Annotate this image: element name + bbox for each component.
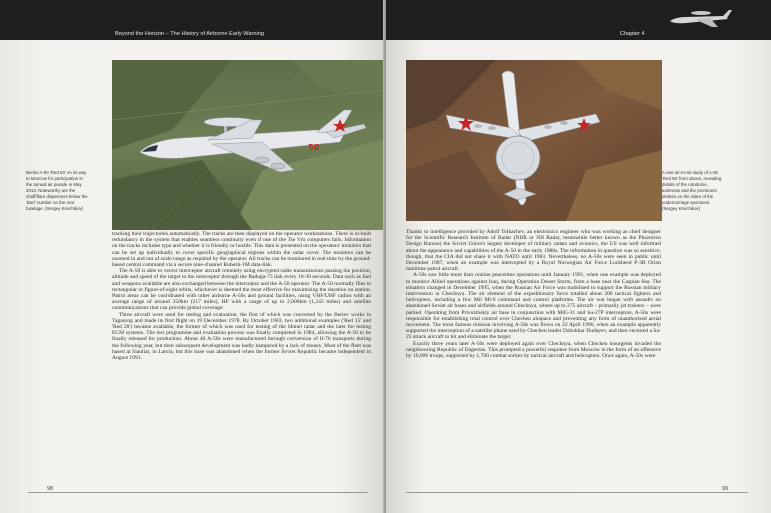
paragraph: A-50s saw little more than routine peacetime operations until January 1991, when one example was deployed to monitor Allied operations against Iraq, during Operation Desert Storm, from a base near the Caspian Sea. The situation changed in December 1995, when the Russian Air Force was mobilised to support the Russian military intervention in Chechnya. The air element of the expeditionary force totalled about 200 tactical fighters and helicopters, including a few Mil Mi-9 command and control platforms. The air war began with assaults on abandoned Soviet air bases and airfields around Chechnya, where up to 275 aircraft – primarily jet trainers – were parked. Operating from Privolzhskiy air base in conjunction with MiG-31 and Su-27P interceptors, A-50s were responsible for establishing total control over Chechen airspace and preventing any form of unauthorised aerial movement. The most famous mission involving A-50s was flown on 22 April 1996, when an example apparently supported the interception of a satellite phone used by Chechen leader Dzhokhar Dudayev, and then vectored a Su-25 attack aircraft to hit and eliminate the target. xyxy=(406,272,662,341)
paragraph: The A-50 is able to vector interceptor aircraft remotely using encrypted radio transmissions passing the position, altitude and speed of the target to the interceptor through the Raduga-75 link every 10-30 seconds. Data such as fuel and weapons available are also exchanged between the interceptor and the A-50 operator. The A-50 normally flies in rectangular or figure-of-eight orbits, whichever is deemed the most effective for maximising the duration on station. Patrol areas can be coordinated with other airborne A-50s and ground facilities, using VHF/UHF radios with an average range of around 350km (217 miles), HF with a range of up to 2,000km (1,243 miles) and satellite communications that can provide global coverage. xyxy=(112,268,371,312)
header-aircraft-icon xyxy=(666,6,736,30)
running-head-right: Chapter 4 xyxy=(620,31,645,37)
footer-rule-left xyxy=(28,492,368,493)
right-page xyxy=(386,0,771,513)
aircraft-number: 50 xyxy=(308,143,320,152)
a50-side-photo xyxy=(112,60,383,230)
body-text-left xyxy=(112,231,371,361)
photo-caption-left: Beriev A-50 'Red 50' on its way to Moscow for participation in the annual air parade in May 2013. Noteworthy are the chaff/flare dispensers below the 'Burt' number on the rear fuselage. (Sergey Krivchikov) xyxy=(26,170,88,211)
folio-left: 98 xyxy=(47,486,54,492)
paragraph: Thanks to intelligence provided by Adolf Tolkachev, an electronics engineer who was working as chief designer for the Scientific Research Institute of Radar (NIIR or NII Radar, meanwhile better known as the Phazotron Design Bureau) the Soviet Union's largest developer of military radars and avionics, the US was well informed about the appearance and capabilities of the A-50 in the early 1980s. The information in question was so sensitive, though, that the CIA did not share it with NATO until 1983. Nevertheless, no A-50s were seen in public until December 1987, when an example was intercepted by a Royal Norwegian Air Force Lockheed P-3B Orion maritime patrol aircraft. xyxy=(406,229,661,273)
body-text-right xyxy=(406,229,661,359)
running-head-left: Beyond the Horizon – The History of Airborne Early Warning xyxy=(115,31,264,37)
right-page-header xyxy=(386,0,771,40)
footer-rule-right xyxy=(406,492,748,493)
left-page xyxy=(0,0,385,513)
a50-top-image xyxy=(406,60,662,221)
paragraph: Three aircraft were used for testing and evaluation, the first of which was converted by the Beriev works in Taganrog and made its first flight on 19 December 1978. By October 1983, two additional examples ('Red 15' and 'Red 20') became available, the former of which was used for testing of the Shmel radar and the later for testing ECM systems. The test programme and evaluation process was finally completed in 1984, allowing the A-50 to be finally released for production. About 40 A-50s were manufactured through conversion of Il-76 transports during the following year, but their subsequent development was badly hampered by a lack of money. Most of the fleet was based at Siauliai, in Latvia, but this base was abandoned when the former Soviet Republic became independent in August 1991. xyxy=(112,311,371,362)
a50-side-image xyxy=(112,60,383,230)
a50-top-photo xyxy=(406,60,662,221)
folio-right: 99 xyxy=(722,486,729,492)
paragraph: tracking their trajectories automatically. The tracks are then displayed on the operator workstations. There is in-built redundancy in the system that enables seamless continuity even if one of the Tse Vm computers fails. Information on the tracks includes type and whether it is friendly or hostile. This data is presented on the operators' monitors that can be set up individually to cover specific geographical regions within the radar cover. The monitors can be zoomed in and out of scale range as required by the operator. All tracks can be monitored in real time by the ground-based central command via a secure nine-channel Rubezh-1M data-link. xyxy=(112,231,371,269)
photo-caption-right: A rare air-to-air study of A-50 'Red 50' from above, revealing details of the rotodome, antennas and the prominent strakes on the sides of the undercarriage sponsons. (Sergey Krivchikov) xyxy=(662,170,722,211)
left-page-header xyxy=(0,0,385,40)
paragraph: Exactly three years later A-50s were deployed again over Chechnya, when Chechen insurgents invaded the neighbouring Republic of Dagestan. This prompted a powerful response from Moscow in the form of an offensive by 10,000 troops, supported by 1,700 combat sorties by tactical aircraft and helicopters. Once again, A-50s were xyxy=(406,340,661,360)
